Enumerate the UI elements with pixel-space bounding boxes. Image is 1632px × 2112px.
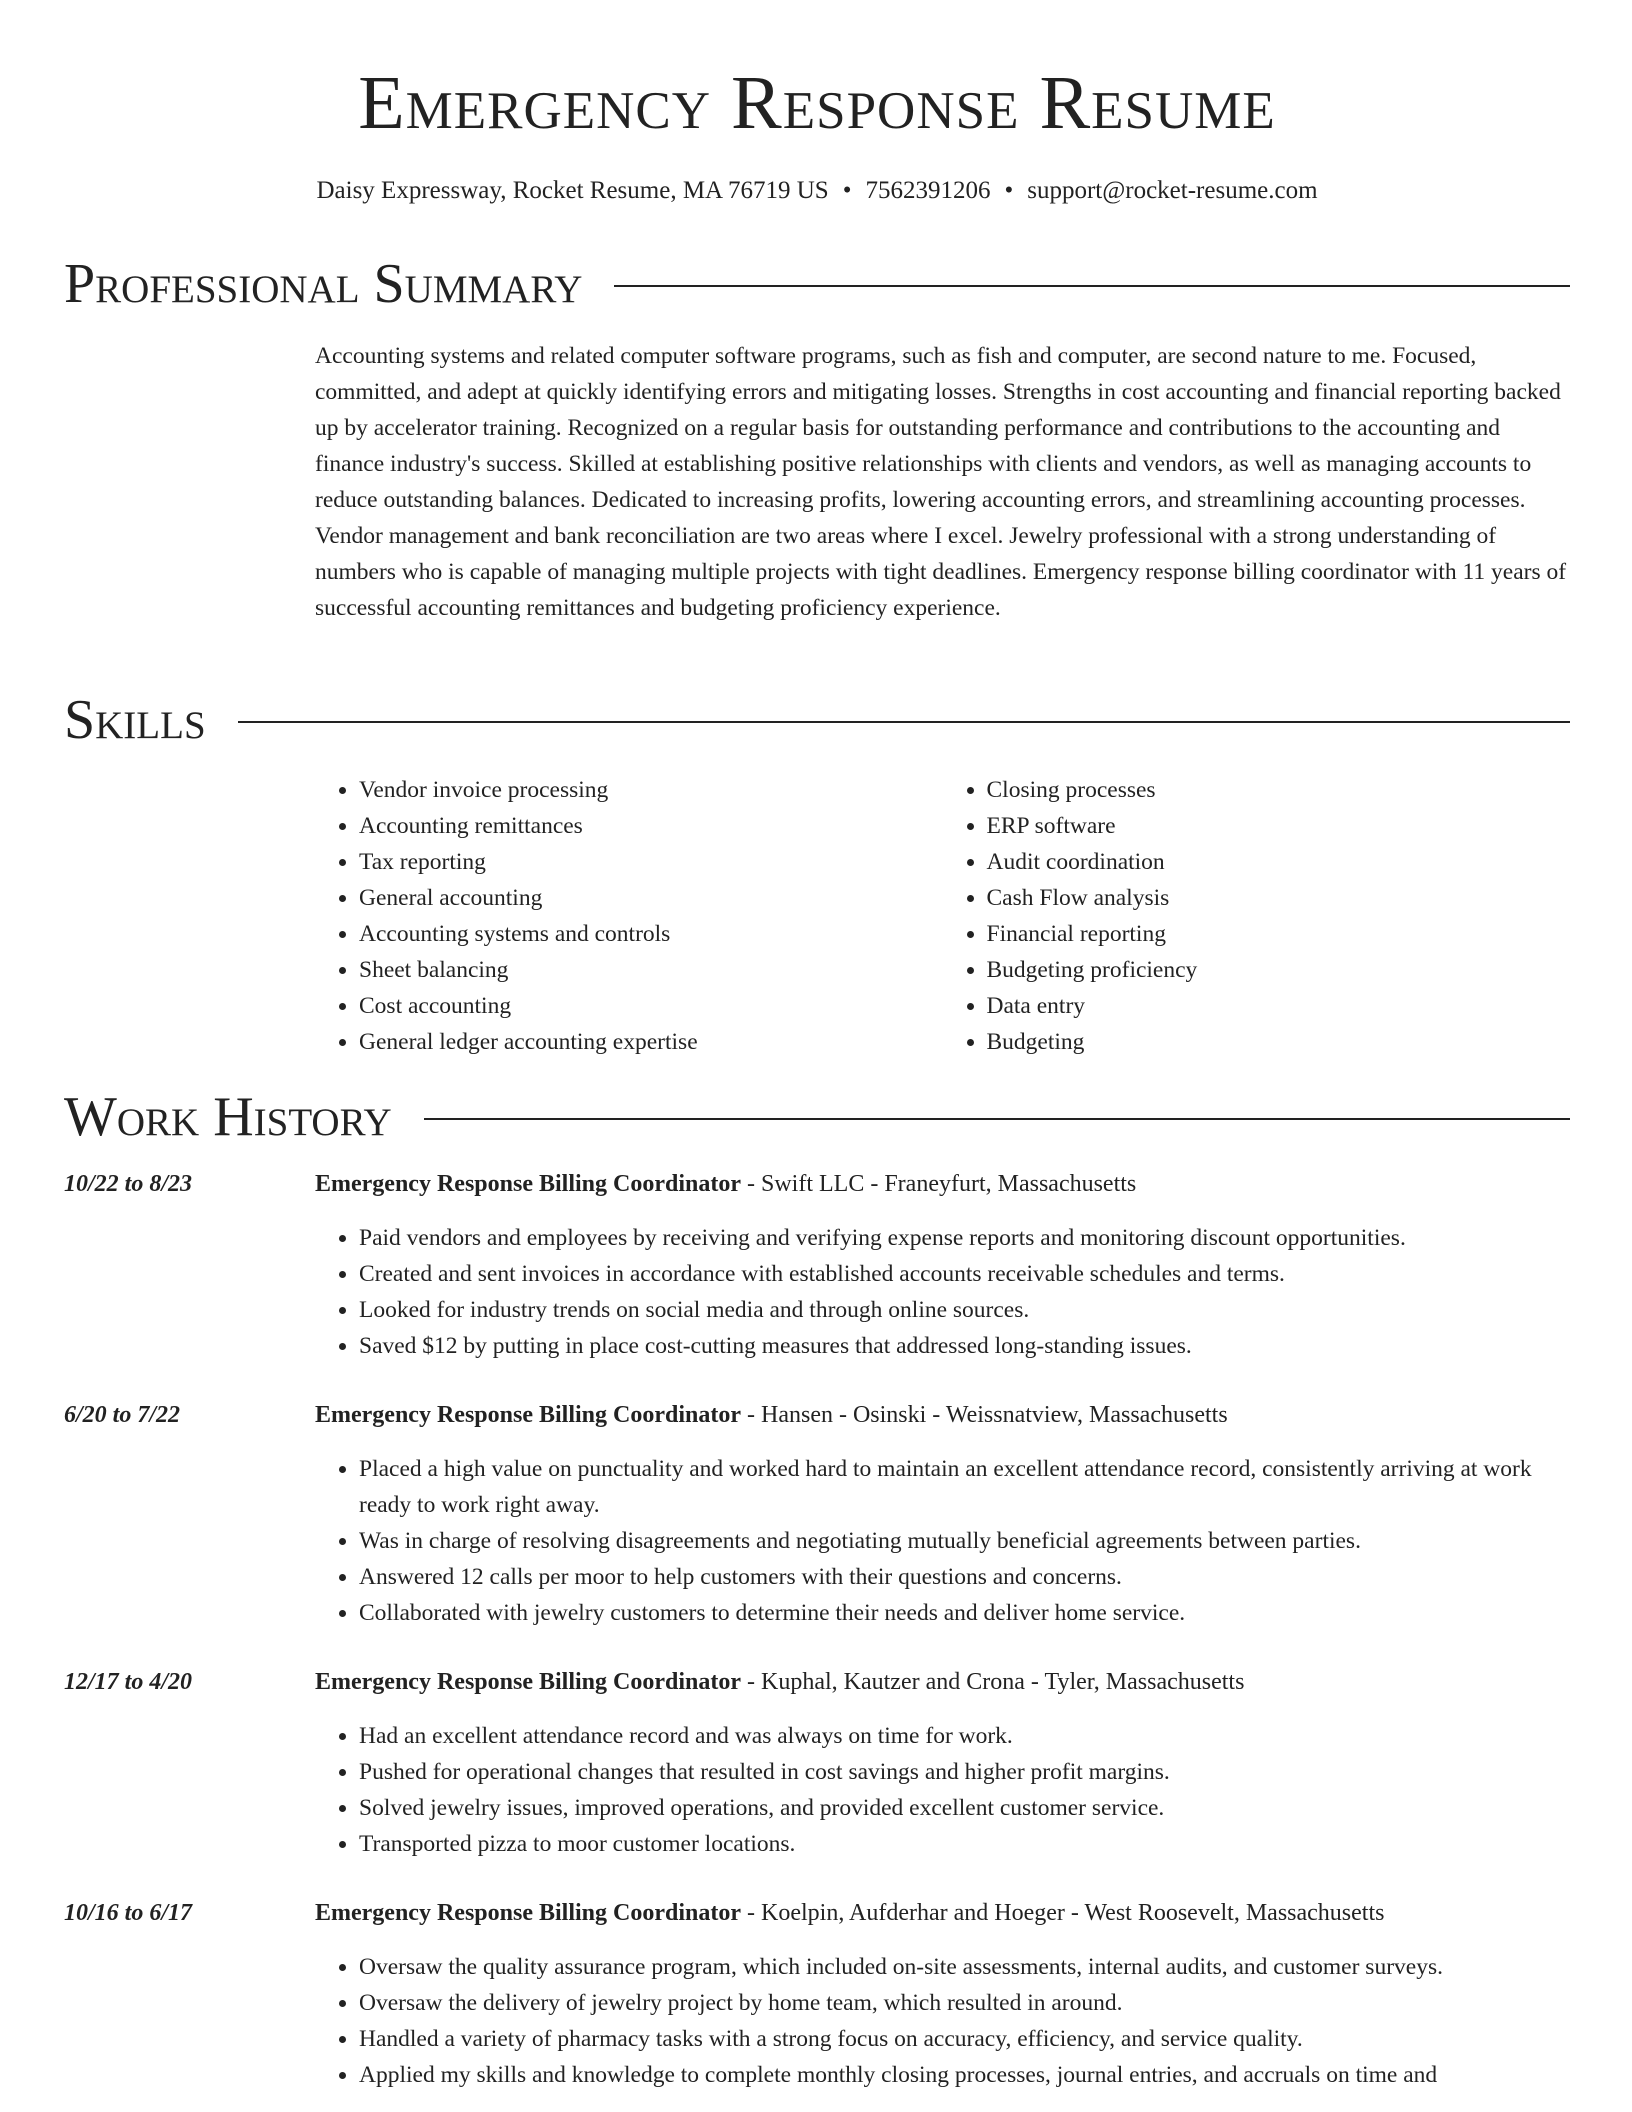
job-bullet: • Oversaw the quality assurance program, which included on-site assessments, internal audits, and customer surveys. [359, 1949, 1570, 1985]
job-bullet: • Placed a high value on punctuality and worked hard to maintain an excellent attendance record, consistently arriving at work ready to work right away. [359, 1451, 1570, 1523]
skill-item: • Budgeting proficiency [987, 952, 1571, 988]
job-role: Emergency Response Billing Coordinator [315, 1402, 741, 1428]
skill-item: • Accounting systems and controls [359, 916, 943, 952]
job-bullet: • Paid vendors and employees by receiving and verifying expense reports and monitoring discount opportunities. [359, 1220, 1570, 1256]
contact-line [64, 174, 1570, 208]
contact-phone: 7562391206 [865, 177, 991, 204]
contact-email[interactable]: support@rocket-resume.com [1027, 177, 1318, 204]
job-bullet: • Pushed for operational changes that resulted in cost savings and higher profit margins. [359, 1754, 1570, 1790]
job-heading [315, 1895, 1570, 1931]
job-dates: 6/20 to 7/22 [64, 1402, 181, 1428]
job-bullet: • Looked for industry trends on social media and through online sources. [359, 1292, 1570, 1328]
job-company: - Koelpin, Aufderhar and Hoeger - West Roosevelt, Massachusetts [741, 1900, 1385, 1926]
job-dates: 12/17 to 4/20 [64, 1669, 193, 1695]
contact-address: Daisy Expressway, Rocket Resume, MA 76719 US [316, 177, 829, 204]
job-bullets [315, 1718, 1570, 1862]
job-bullet: • Answered 12 calls per moor to help customers with their questions and concerns. [359, 1559, 1570, 1595]
skill-item: • Sheet balancing [359, 952, 943, 988]
job-bullet: • Had an excellent attendance record and was always on time for work. [359, 1718, 1570, 1754]
job-bullet: • Applied my skills and knowledge to complete monthly closing processes, journal entries, and accruals on time and [359, 2057, 1570, 2093]
job-role: Emergency Response Billing Coordinator [315, 1171, 741, 1197]
summary-text: Accounting systems and related computer software programs, such as fish and computer, are second nature to me. Focused, committed, and adept at quickly identifying errors and mitigating losses. Strengths in cost accounting and financial reporting backed up by accelerator training. Recognized on a regular basis for outstanding performance and contributions to the accounting and finance industry's success. Skilled at establishing positive relationships with clients and vendors, as well as managing accounts to reduce outstanding balances. Dedicated to increasing profits, lowering accounting errors, and streamlining accounting processes. Vendor management and bank reconciliation are two areas where I excel. Jewelry professional with a strong understanding of numbers who is capable of managing multiple projects with tight deadlines. Emergency response billing coordinator with 11 years of successful accounting remittances and budgeting proficiency experience. [315, 343, 1567, 621]
job-bullets [315, 1949, 1570, 2093]
job-bullet: • Saved $12 by putting in place cost-cutting measures that addressed long-standing issues. [359, 1328, 1570, 1364]
job-company: - Kuphal, Kautzer and Crona - Tyler, Massachusetts [741, 1669, 1245, 1695]
work-section-title: Work History [64, 1086, 392, 1148]
job-bullet: • Collaborated with jewelry customers to determine their needs and deliver home service. [359, 1595, 1570, 1631]
section-divider [238, 721, 1570, 723]
section-divider [614, 285, 1570, 287]
skill-item: • Cost accounting [359, 988, 943, 1024]
skill-item: • ERP software [987, 808, 1571, 844]
skill-item: • General accounting [359, 880, 943, 916]
skill-item: • Cash Flow analysis [987, 880, 1571, 916]
skills-list [315, 772, 1570, 1060]
job-role: Emergency Response Billing Coordinator [315, 1900, 741, 1926]
job-heading [315, 1166, 1570, 1202]
job-heading [315, 1397, 1570, 1433]
summary-section-title: Professional Summary [64, 253, 583, 315]
skills-section-title: Skills [64, 689, 206, 751]
job-role: Emergency Response Billing Coordinator [315, 1669, 741, 1695]
summary-section-header [64, 252, 1570, 316]
job-bullets [315, 1451, 1570, 1631]
skill-item: • Budgeting [987, 1024, 1571, 1060]
job-company: - Swift LLC - Franeyfurt, Massachusetts [741, 1171, 1137, 1197]
skill-item: • Audit coordination [987, 844, 1571, 880]
skill-item: • Financial reporting [987, 916, 1571, 952]
skill-item: • Closing processes [987, 772, 1571, 808]
skills-column-left [315, 772, 943, 1060]
job-bullet: • Was in charge of resolving disagreements and negotiating mutually beneficial agreements between parties. [359, 1523, 1570, 1559]
job-bullet: • Transported pizza to moor customer locations. [359, 1826, 1570, 1862]
skill-item: • Data entry [987, 988, 1571, 1024]
job-bullets [315, 1220, 1570, 1364]
skills-column-right [943, 772, 1571, 1060]
job-bullet: • Solved jewelry issues, improved operations, and provided excellent customer service. [359, 1790, 1570, 1826]
job-dates: 10/22 to 8/23 [64, 1171, 193, 1197]
skill-item: • Vendor invoice processing [359, 772, 943, 808]
work-section-header [64, 1085, 1570, 1149]
page-title: Emergency Response Resume [358, 61, 1276, 145]
resume-page [64, 0, 1570, 2112]
skill-item: • Accounting remittances [359, 808, 943, 844]
job-heading [315, 1664, 1570, 1700]
section-divider [424, 1118, 1570, 1120]
job-dates: 10/16 to 6/17 [64, 1900, 193, 1926]
skill-item: • Tax reporting [359, 844, 943, 880]
job-company: - Hansen - Osinski - Weissnatview, Massachusetts [741, 1402, 1228, 1428]
contact-separator: • [1004, 177, 1014, 204]
job-bullet: • Handled a variety of pharmacy tasks with a strong focus on accuracy, efficiency, and service quality. [359, 2021, 1570, 2057]
skill-item: • General ledger accounting expertise [359, 1024, 943, 1060]
skills-section-header [64, 688, 1570, 752]
job-bullet: • Created and sent invoices in accordance with established accounts receivable schedules and terms. [359, 1256, 1570, 1292]
contact-separator: • [842, 177, 852, 204]
job-bullet: • Oversaw the delivery of jewelry project by home team, which resulted in around. [359, 1985, 1570, 2021]
